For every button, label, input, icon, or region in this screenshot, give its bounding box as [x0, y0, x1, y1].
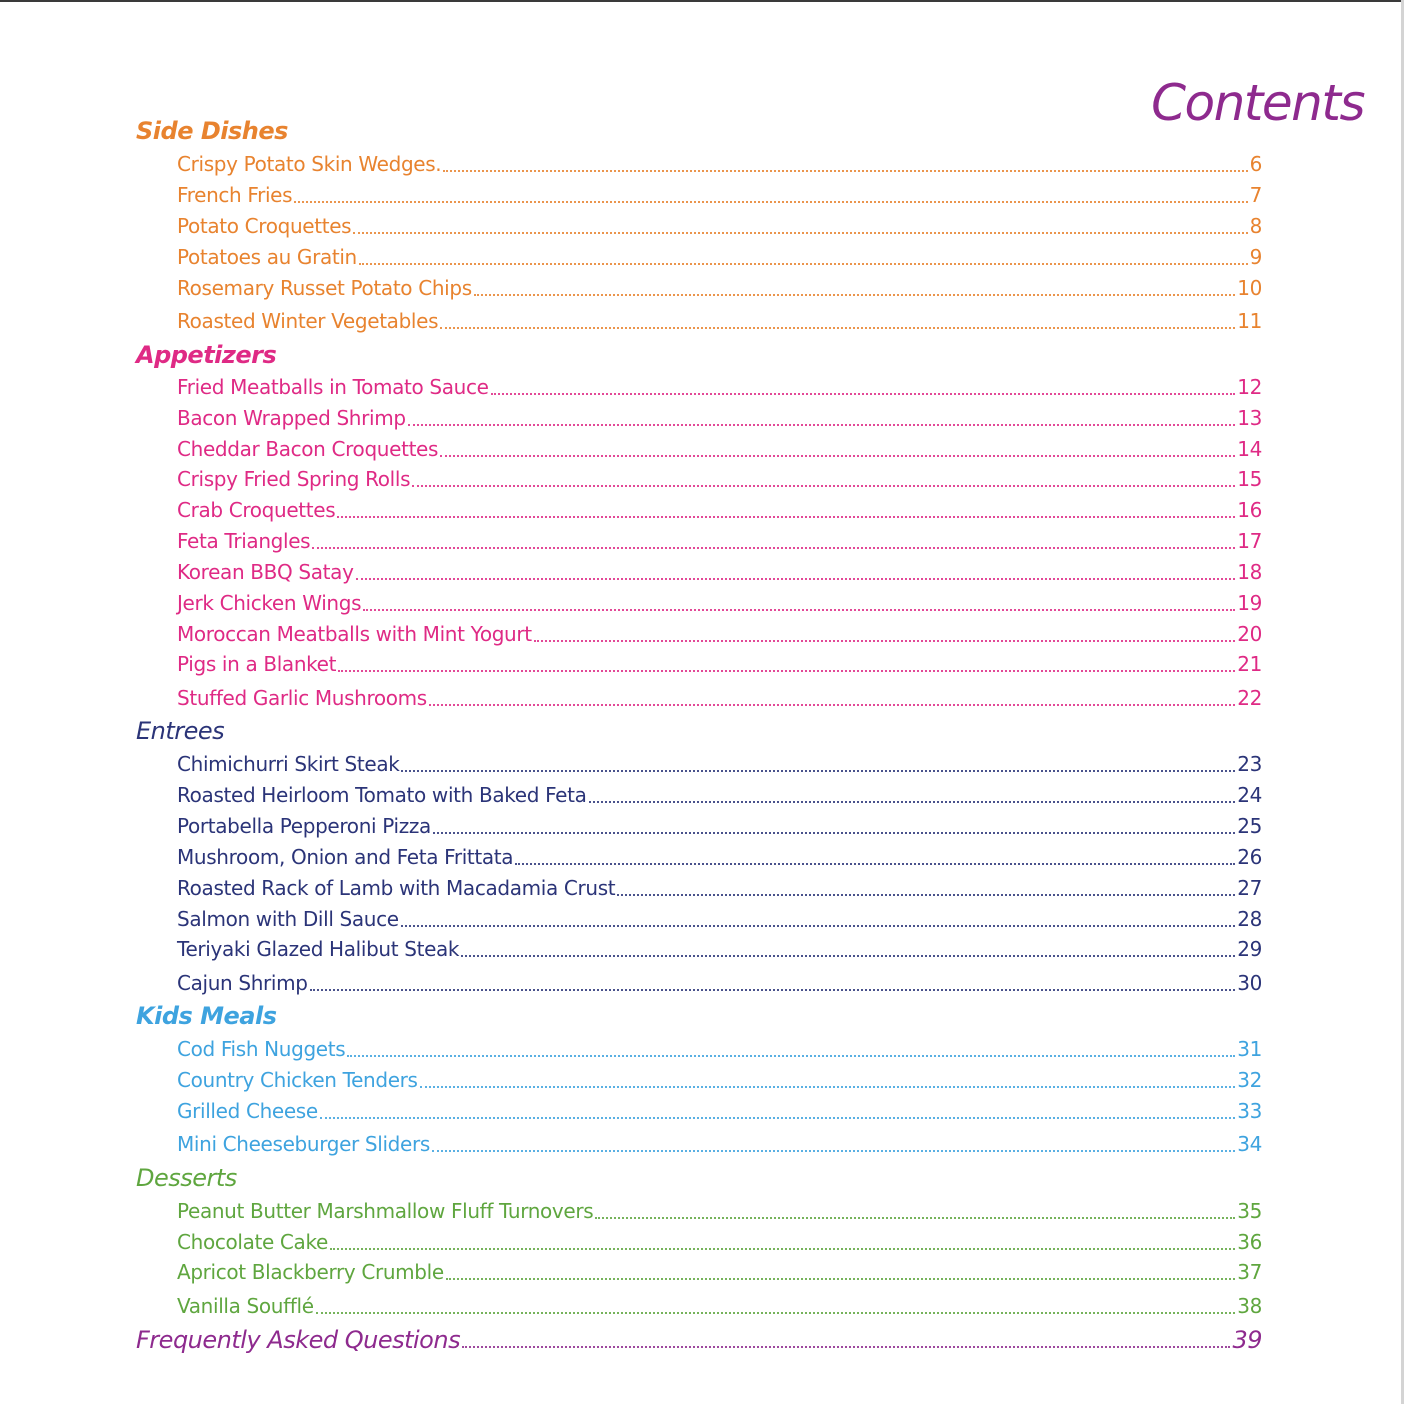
- toc-entry[interactable]: [177, 618, 1262, 646]
- toc-entry[interactable]: [177, 305, 1262, 333]
- entry-title: Grilled Cheese: [177, 1099, 318, 1123]
- entry-title: Roasted Heirloom Tomato with Baked Feta: [177, 783, 587, 807]
- entry-page-number: 36: [1237, 1230, 1262, 1254]
- entry-title: Vanilla Soufflé: [177, 1294, 314, 1318]
- entry-page-number: 35: [1237, 1199, 1262, 1223]
- entry-page-number: 37: [1237, 1260, 1262, 1284]
- toc-entry[interactable]: [177, 148, 1262, 176]
- toc-entry[interactable]: [177, 1095, 1262, 1123]
- dot-leader: [359, 263, 1248, 265]
- toc-entry[interactable]: [177, 841, 1262, 869]
- toc-entry[interactable]: [177, 556, 1262, 584]
- toc-entry[interactable]: [177, 525, 1262, 553]
- entry-title: Chocolate Cake: [177, 1230, 328, 1254]
- entry-title: Mushroom, Onion and Feta Frittata: [177, 845, 514, 869]
- entry-title: Salmon with Dill Sauce: [177, 907, 399, 931]
- entry-page-number: 28: [1237, 907, 1262, 931]
- entry-title: Bacon Wrapped Shrimp: [177, 406, 406, 430]
- entry-title: Chimichurri Skirt Steak: [177, 752, 400, 776]
- entry-page-number: 9: [1249, 245, 1262, 269]
- dot-leader: [420, 1086, 1236, 1088]
- entry-title: French Fries: [177, 183, 293, 207]
- entry-title: Rosemary Russet Potato Chips: [177, 276, 472, 300]
- entry-title: Crispy Fried Spring Rolls: [177, 467, 411, 491]
- entry-page-number: 26: [1237, 845, 1262, 869]
- entry-page-number: 18: [1237, 560, 1262, 584]
- entry-title: Fried Meatballs in Tomato Sauce: [177, 375, 489, 399]
- dot-leader: [401, 925, 1236, 927]
- toc-entry[interactable]: [177, 402, 1262, 430]
- toc-entry[interactable]: [177, 648, 1262, 676]
- dot-leader: [363, 609, 1235, 611]
- entry-page-number: 38: [1237, 1294, 1262, 1318]
- entry-page-number: 17: [1237, 529, 1262, 553]
- entry-page-number: 11: [1237, 309, 1262, 333]
- dot-leader: [491, 393, 1236, 395]
- toc-entry[interactable]: [177, 872, 1262, 900]
- entry-title: Roasted Rack of Lamb with Macadamia Crust: [177, 876, 616, 900]
- toc-entry[interactable]: [177, 1290, 1262, 1318]
- entry-page-number: 14: [1237, 437, 1262, 461]
- entry-page-number: 12: [1237, 375, 1262, 399]
- toc-entry[interactable]: [177, 933, 1262, 961]
- entry-page-number: 33: [1237, 1099, 1262, 1123]
- toc-entry[interactable]: [177, 779, 1262, 807]
- entry-page-number: 21: [1237, 652, 1262, 676]
- entry-page-number: 7: [1249, 183, 1262, 207]
- entry-title: Cheddar Bacon Croquettes: [177, 437, 439, 461]
- entry-title: Country Chicken Tenders: [177, 1068, 418, 1092]
- dot-leader: [310, 989, 1236, 991]
- entry-title: Cod Fish Nuggets: [177, 1037, 346, 1061]
- faq-entry[interactable]: [136, 1324, 1262, 1352]
- entry-page-number: 29: [1237, 937, 1262, 961]
- toc-entry[interactable]: [177, 810, 1262, 838]
- entry-title: Jerk Chicken Wings: [177, 591, 362, 615]
- entry-title: Apricot Blackberry Crumble: [177, 1260, 444, 1284]
- toc-entry[interactable]: [177, 682, 1262, 710]
- dot-leader: [401, 770, 1235, 772]
- dot-leader: [474, 294, 1235, 296]
- toc-entry[interactable]: [177, 179, 1262, 207]
- toc-entry[interactable]: [177, 1226, 1262, 1254]
- entry-page-number: 22: [1237, 686, 1262, 710]
- toc-entry[interactable]: [177, 371, 1262, 399]
- toc-entry[interactable]: [177, 494, 1262, 522]
- dot-leader: [462, 1346, 1230, 1348]
- dot-leader: [316, 1312, 1236, 1314]
- toc-entry[interactable]: [177, 1256, 1262, 1284]
- entry-page-number: 30: [1237, 971, 1262, 995]
- dot-leader: [461, 955, 1235, 957]
- dot-leader: [294, 201, 1247, 203]
- entry-title: Potato Croquettes: [177, 214, 352, 238]
- toc-entry[interactable]: [177, 272, 1262, 300]
- section-heading: Side Dishes: [136, 117, 288, 145]
- entry-page-number: 10: [1237, 276, 1262, 300]
- section-heading: Entrees: [136, 717, 225, 745]
- dot-leader: [440, 327, 1235, 329]
- entry-title: Crispy Potato Skin Wedges.: [177, 152, 442, 176]
- entry-page-number: 16: [1237, 498, 1262, 522]
- dot-leader: [312, 547, 1235, 549]
- entry-page-number: 24: [1237, 783, 1262, 807]
- dot-leader: [440, 455, 1235, 457]
- entry-title: Crab Croquettes: [177, 498, 336, 522]
- section-heading: Appetizers: [136, 341, 277, 369]
- entry-title: Moroccan Meatballs with Mint Yogurt: [177, 622, 532, 646]
- entry-title: Pigs in a Blanket: [177, 652, 337, 676]
- toc-entry[interactable]: [177, 587, 1262, 615]
- dot-leader: [534, 640, 1235, 642]
- entry-title: Potatoes au Gratin: [177, 245, 357, 269]
- toc-entry[interactable]: [177, 903, 1262, 931]
- dot-leader: [337, 516, 1235, 518]
- entry-page-number: 31: [1237, 1037, 1262, 1061]
- toc-entry[interactable]: [177, 967, 1262, 995]
- entry-page-number: 15: [1237, 467, 1262, 491]
- dot-leader: [432, 1150, 1235, 1152]
- toc-entry[interactable]: [177, 433, 1262, 461]
- dot-leader: [347, 1055, 1235, 1057]
- toc-entry[interactable]: [177, 210, 1262, 238]
- dot-leader: [443, 170, 1247, 172]
- entry-page-number: 23: [1237, 752, 1262, 776]
- dot-leader: [595, 1217, 1235, 1219]
- dot-leader: [320, 1117, 1235, 1119]
- entry-page-number: 13: [1237, 406, 1262, 430]
- entry-page-number: 34: [1237, 1132, 1262, 1156]
- dot-leader: [338, 670, 1235, 672]
- toc-entry[interactable]: [177, 241, 1262, 269]
- dot-leader: [515, 863, 1235, 865]
- entry-page-number: 27: [1237, 876, 1262, 900]
- entry-page-number: 32: [1237, 1068, 1262, 1092]
- section-heading: Desserts: [136, 1164, 237, 1192]
- entry-title: Roasted Winter Vegetables: [177, 309, 439, 333]
- dot-leader: [429, 704, 1235, 706]
- dot-leader: [412, 485, 1235, 487]
- entry-title: Teriyaki Glazed Halibut Steak: [177, 937, 460, 961]
- dot-leader: [446, 1278, 1235, 1280]
- entry-page-number: 6: [1249, 152, 1262, 176]
- entry-page-number: 39: [1232, 1326, 1262, 1354]
- toc-entry[interactable]: [177, 1195, 1262, 1223]
- entry-title: Peanut Butter Marshmallow Fluff Turnovers: [177, 1199, 594, 1223]
- dot-leader: [433, 832, 1235, 834]
- entry-title: Cajun Shrimp: [177, 971, 308, 995]
- entry-page-number: 20: [1237, 622, 1262, 646]
- section-heading: Kids Meals: [136, 1002, 277, 1030]
- entry-title: Feta Triangles: [177, 529, 311, 553]
- dot-leader: [617, 894, 1235, 896]
- entry-page-number: 19: [1237, 591, 1262, 615]
- entry-page-number: 8: [1249, 214, 1262, 238]
- entry-title: Korean BBQ Satay: [177, 560, 354, 584]
- dot-leader: [408, 424, 1236, 426]
- toc-entry[interactable]: [177, 1128, 1262, 1156]
- toc-entry[interactable]: [177, 463, 1262, 491]
- entry-page-number: 25: [1237, 814, 1262, 838]
- dot-leader: [353, 232, 1247, 234]
- dot-leader: [589, 801, 1236, 803]
- page-title: Contents: [1151, 73, 1364, 132]
- entry-title: Frequently Asked Questions: [136, 1326, 461, 1354]
- dot-leader: [330, 1248, 1235, 1250]
- toc-entry[interactable]: [177, 1064, 1262, 1092]
- entry-title: Mini Cheeseburger Sliders: [177, 1132, 430, 1156]
- entry-title: Portabella Pepperoni Pizza: [177, 814, 431, 838]
- entry-title: Stuffed Garlic Mushrooms: [177, 686, 427, 710]
- dot-leader: [356, 578, 1236, 580]
- toc-entry[interactable]: [177, 1033, 1262, 1061]
- toc-entry[interactable]: [177, 748, 1262, 776]
